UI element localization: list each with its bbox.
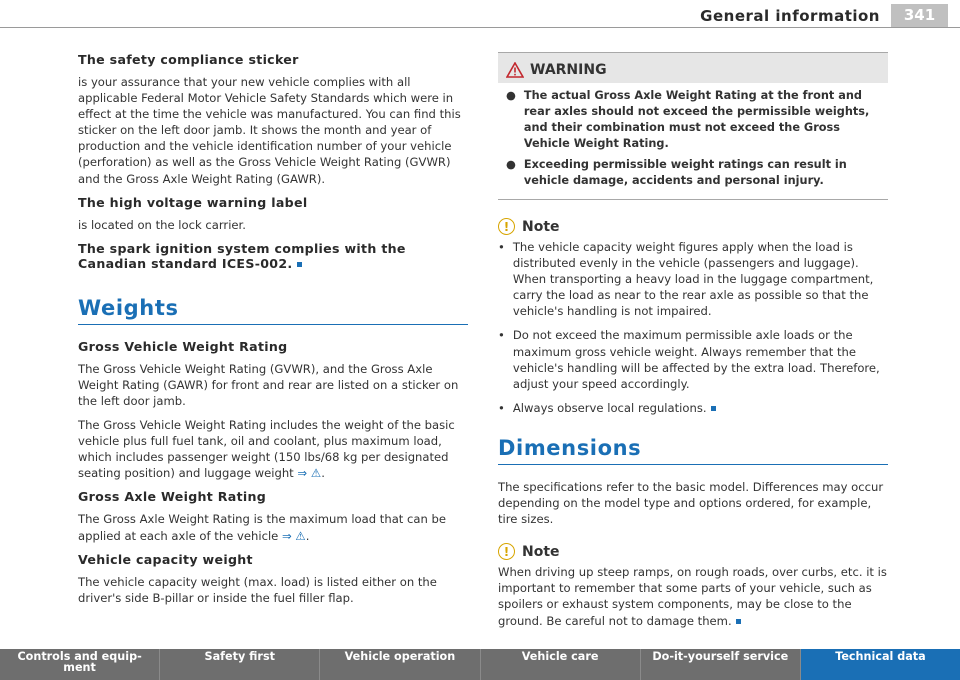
left-column	[78, 52, 468, 614]
header-rule	[0, 27, 960, 28]
note-header	[498, 543, 888, 560]
gvwr-heading: Gross Vehicle Weight Rating	[78, 338, 288, 354]
high-voltage-heading: The high voltage warning label	[78, 194, 308, 210]
bullet-icon: ●	[506, 89, 516, 102]
tab-vehicle-care[interactable]: Vehicle care	[481, 649, 641, 680]
warning-body	[498, 83, 888, 199]
exclamation-circle-icon: !	[498, 543, 515, 560]
dimensions-section-title: Dimensions	[498, 436, 888, 465]
weights-section-title: Weights	[78, 296, 468, 325]
tab-do-it-yourself-service[interactable]: Do-it-yourself service	[641, 649, 801, 680]
exclamation-circle-icon: !	[498, 218, 515, 235]
high-voltage-text: is located on the lock carrier.	[78, 217, 246, 232]
tab-safety-first[interactable]: Safety first	[160, 649, 320, 680]
note-label: Note	[522, 543, 560, 560]
note-item: • The vehicle capacity weight figures apply when the load is distributed evenly in the vehicle (passengers and luggage). When transporting a heavy load in the luggage compartment, carry the load as near to the rear axle as possible so that the vehicle's handling is not impaired.	[498, 240, 874, 319]
end-of-section-icon	[297, 262, 302, 267]
bullet-icon: •	[498, 240, 505, 254]
note-label: Note	[522, 218, 560, 235]
tab-controls-and-equipment[interactable]: Controls and equip- ment	[0, 649, 160, 680]
warning-reference-icon[interactable]: ⇒ ⚠	[281, 528, 306, 543]
warning-label: WARNING	[530, 62, 607, 78]
page-header-title: General information	[700, 7, 880, 25]
note-header	[498, 218, 888, 235]
safety-sticker-heading: The safety compliance sticker	[78, 52, 299, 67]
note-item: • Always observe local regulations.	[498, 400, 888, 416]
bullet-icon: •	[498, 400, 505, 415]
capacity-weight-paragraph: The vehicle capacity weight (max. load) is listed either on the driver's side B-pillar or inside the fuel filler flap.	[78, 574, 437, 605]
bullet-icon: ●	[506, 158, 516, 171]
gvwr-paragraph-2: The Gross Vehicle Weight Rating includes the weight of the basic vehicle plus full fuel tank, oil and coolant, plus maximum load, which includes passenger weight (150 lbs/68 kg per designated seating position) and luggage weight ⇒ ⚠.	[78, 418, 455, 481]
chapter-nav-bar	[0, 649, 960, 680]
end-of-section-icon	[711, 406, 716, 411]
note-item: • Do not exceed the maximum permissible axle loads or the maximum gross vehicle weight. Always remember that the vehicle's handling will be affected by the extra load. Therefore, adjust your speed accordingly.	[498, 328, 880, 391]
ground-clearance-note: When driving up steep ramps, on rough roads, over curbs, etc. it is important to remember that some parts of your vehicle, such as spoilers or exhaust system components, may be close to the ground. Be careful not to damage them.	[498, 565, 887, 628]
tab-vehicle-operation[interactable]: Vehicle operation	[320, 649, 480, 680]
gawr-heading: Gross Axle Weight Rating	[78, 489, 267, 505]
safety-sticker-text: is your assurance that your new vehicle complies with all applicable Federal Motor Vehicle Safety Standards which were in effect at the time the vehicle was manufactured. You can find this sticker on the left door jamb. It shows the month and year of production and the vehicle identification number of your vehicle (perforation) as well as the Gross Vehicle Weight Rating (GVWR) and the Gross Axle Weight Rating (GAWR).	[78, 75, 461, 186]
ices-heading: The spark ignition system complies with the Canadian standard ICES-002.	[78, 240, 406, 271]
warning-item: ● Exceeding permissible weight ratings can result in vehicle damage, accidents and personal injury.	[506, 158, 847, 187]
right-column	[498, 52, 888, 637]
warning-box	[498, 52, 888, 200]
page-number-badge: 341	[891, 4, 948, 27]
bullet-icon: •	[498, 328, 505, 343]
tab-technical-data[interactable]: Technical data	[801, 649, 960, 680]
warning-item: ● The actual Gross Axle Weight Rating at the front and rear axles should not exceed the permissible weights, and their combination must not exceed the Gross Vehicle Weight Rating.	[506, 89, 870, 150]
capacity-weight-heading: Vehicle capacity weight	[78, 551, 253, 567]
gvwr-paragraph-1: The Gross Vehicle Weight Rating (GVWR), and the Gross Axle Weight Rating (GAWR) for front and rear are listed on a sticker on the left door jamb.	[78, 361, 459, 408]
gawr-paragraph: The Gross Axle Weight Rating is the maximum load that can be applied at each axle of the vehicle ⇒ ⚠.	[78, 512, 447, 543]
end-of-section-icon	[736, 619, 741, 624]
warning-triangle-icon	[506, 62, 524, 78]
warning-reference-icon[interactable]: ⇒ ⚠	[297, 466, 322, 481]
warning-header	[498, 53, 888, 83]
dimensions-paragraph: The specifications refer to the basic model. Differences may occur depending on the model type and options ordered, for example, tire sizes.	[498, 479, 884, 527]
